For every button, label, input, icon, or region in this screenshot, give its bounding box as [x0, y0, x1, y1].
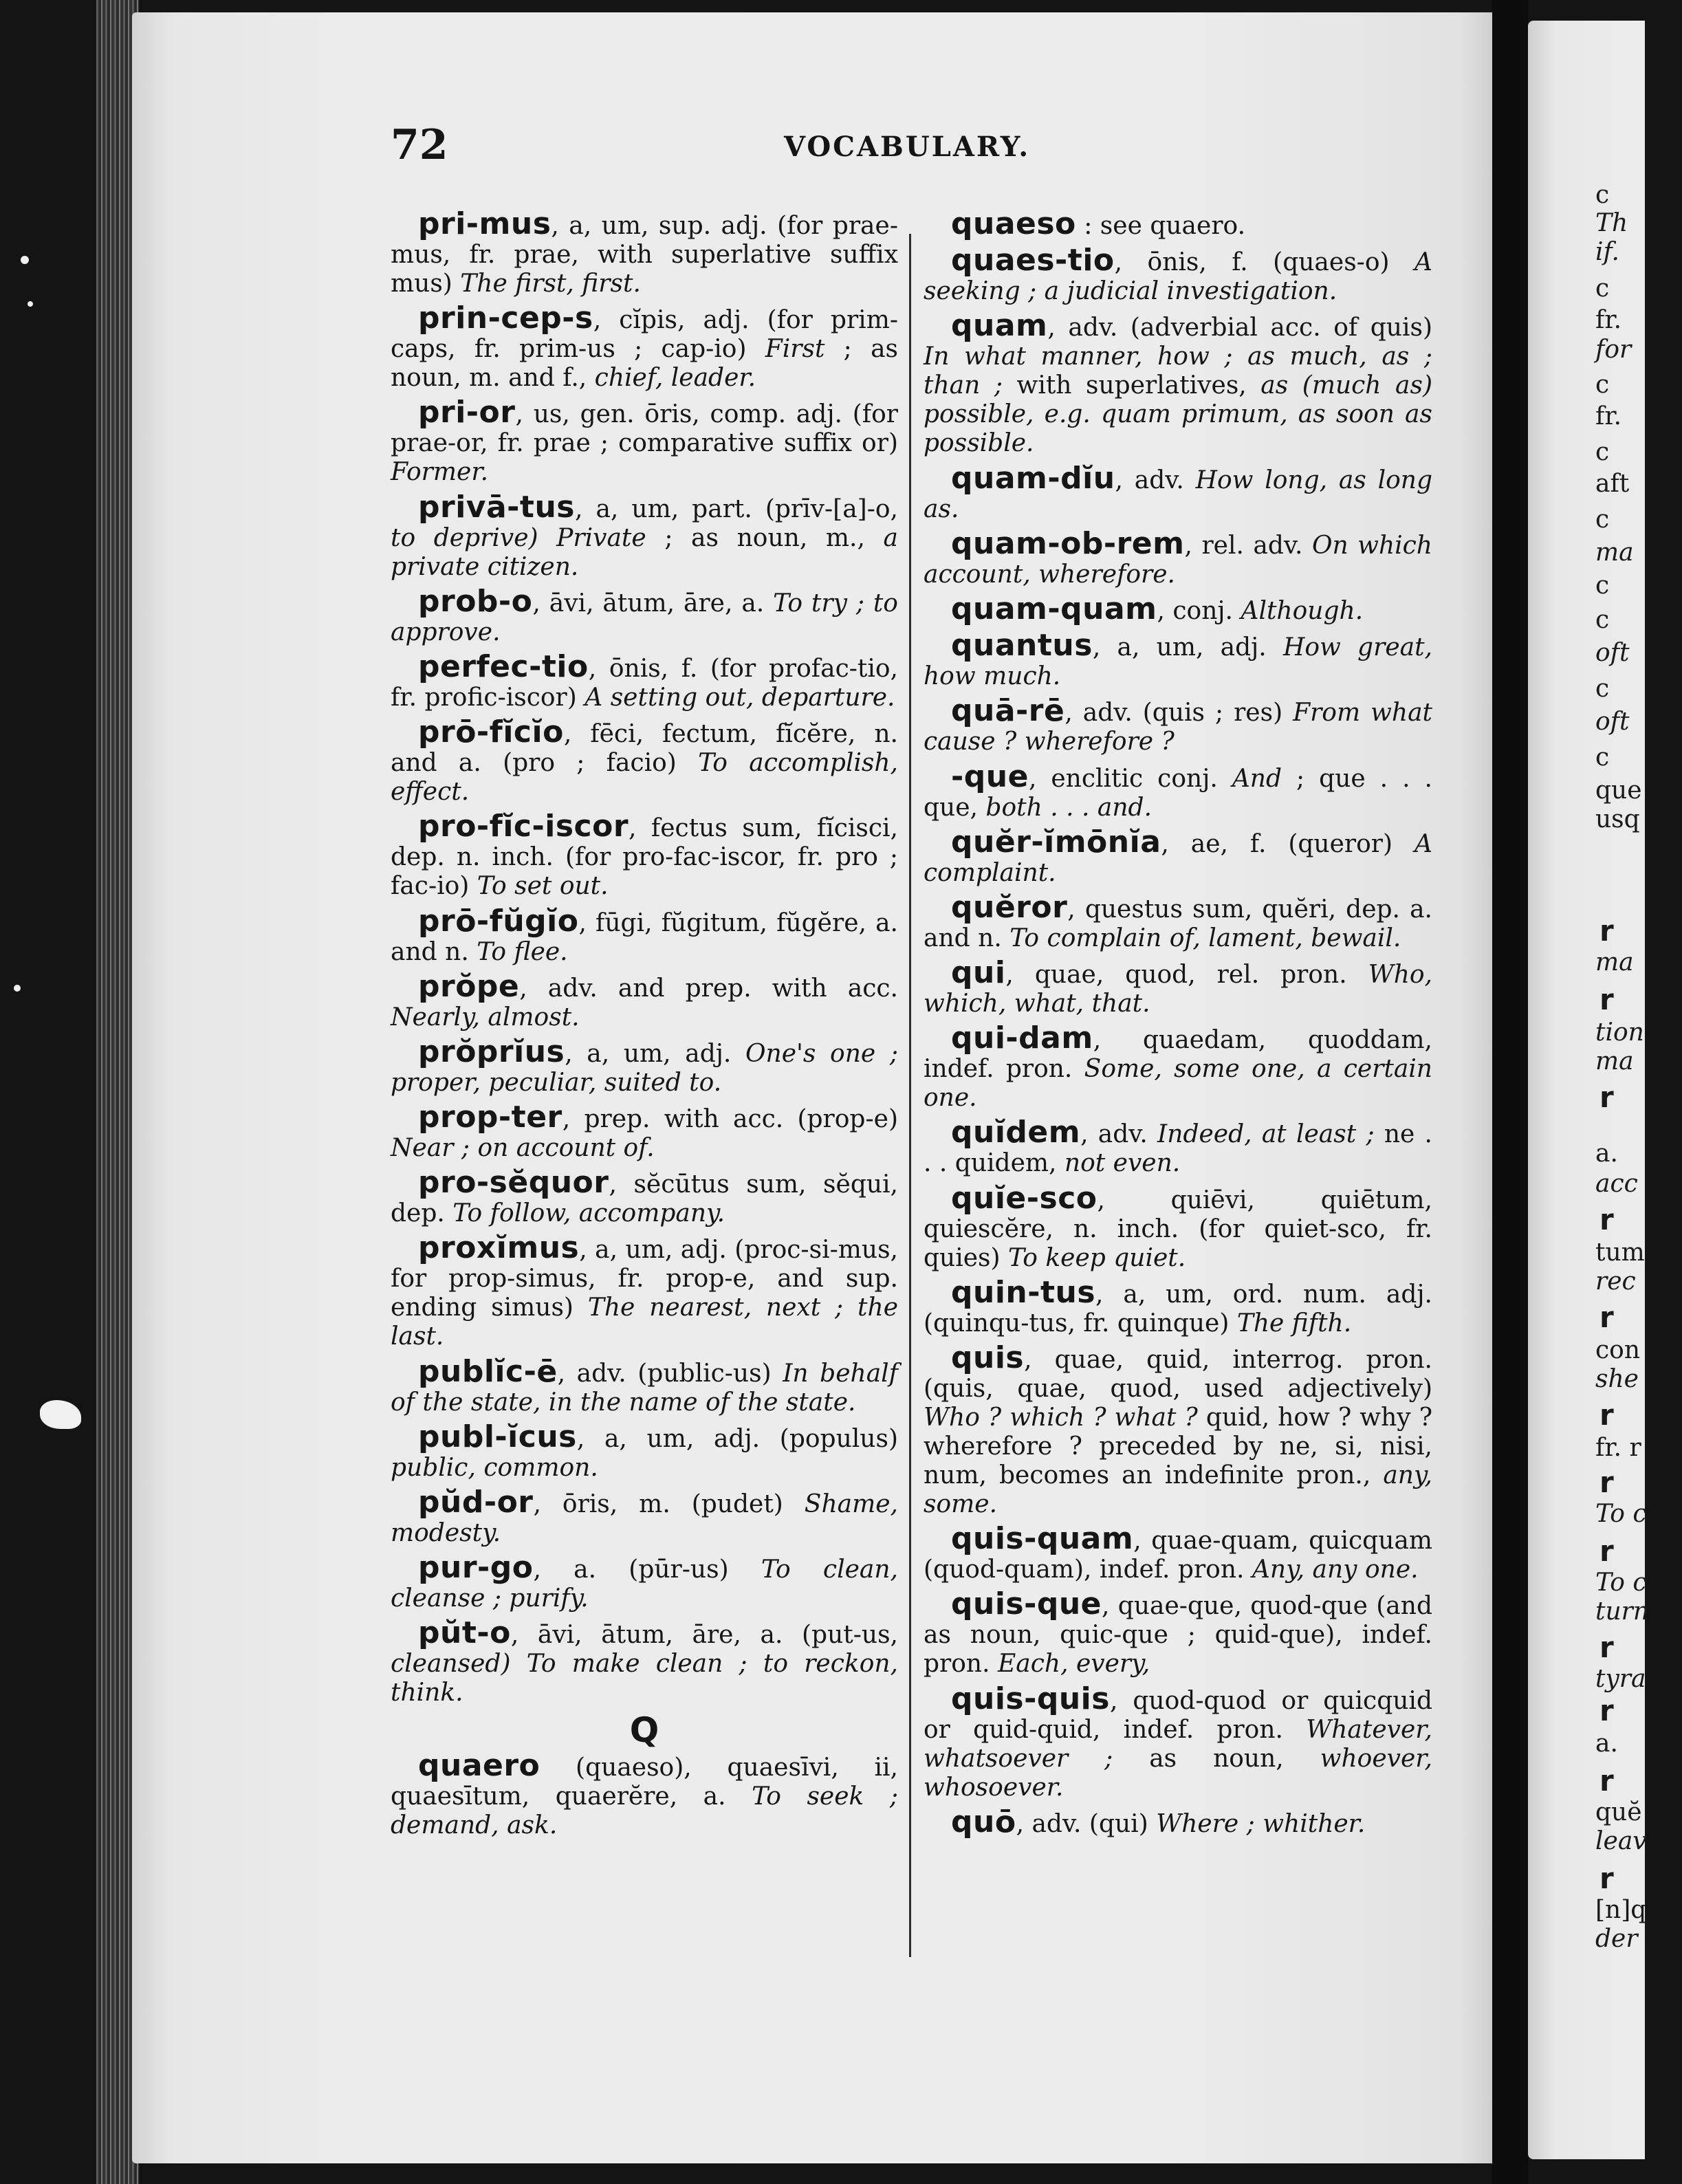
vocab-entry [391, 1034, 898, 1098]
vocab-entry [924, 824, 1432, 888]
definition: whoever, whosoever. [924, 1744, 1432, 1802]
vocab-entry [924, 1804, 1432, 1839]
grammar-text: , adv. [1115, 466, 1196, 494]
running-head: VOCABULARY. [784, 131, 1031, 163]
definition: not even. [1064, 1149, 1181, 1178]
adjacent-page-text: she [1595, 1365, 1639, 1393]
headword: pri-mus [418, 206, 551, 241]
headword: publĭc-ē [418, 1353, 558, 1389]
headword: prō-fŭgĭo [418, 903, 579, 939]
headword: pur-go [418, 1550, 534, 1586]
grammar-text: , ōnis, f. (quaes-o) [1114, 248, 1415, 277]
headword: pŭt-o [418, 1615, 511, 1651]
definition: On which account, wherefore. [924, 531, 1432, 589]
grammar-text: ; as noun, m. and f., [391, 335, 899, 393]
vocab-entry [391, 1748, 898, 1840]
paper-speck [21, 256, 29, 264]
headword: quam-dĭu [951, 460, 1115, 496]
grammar-text: : see quaero. [1075, 212, 1246, 240]
grammar-text: , ōris, m. (pudet) [533, 1490, 805, 1518]
definition: Some, some one, a certain one. [924, 1055, 1432, 1113]
definition: A complaint. [924, 829, 1432, 887]
vocab-entry [924, 1340, 1433, 1519]
headword: -que [951, 758, 1029, 794]
definition: To clean, cleanse ; purify. [391, 1555, 898, 1613]
vocab-entry [924, 1115, 1432, 1178]
headword: pro-sĕquor [418, 1165, 609, 1201]
headword: pro-fĭc-iscor [418, 809, 629, 844]
headword: quĕror [951, 889, 1068, 925]
definition: To complain of, lament, bewail. [1009, 924, 1401, 952]
grammar-text: quid, how ? why ? wherefore ? preceded by ne, si, nisi, num, becomes an indefinite pron., [924, 1404, 1433, 1489]
adjacent-page-text: r [1599, 1465, 1614, 1499]
grammar-text: , quae, quid, interrog. pron. (quis, quae, quod, used adjectively) [924, 1346, 1432, 1403]
vocab-entry [924, 1180, 1432, 1273]
vocab-entry [924, 591, 1432, 626]
adjacent-page-text: quĕ [1595, 1798, 1642, 1826]
definition: to deprive) Private [391, 523, 646, 552]
adjacent-page-text: [n]q [1595, 1896, 1647, 1924]
grammar-text: ne . . . quidem, [924, 1120, 1432, 1178]
grammar-text: ; as noun, m., [646, 523, 884, 552]
adjacent-page-text: tion [1595, 1018, 1644, 1047]
adjacent-page-text: tyra [1595, 1665, 1646, 1693]
headword: quam-quam [951, 591, 1157, 626]
headword: quis-quam [951, 1521, 1134, 1557]
grammar-text: , quae-quam, quicquam (quod-quam), indef. pron. [924, 1527, 1432, 1584]
headword: quis-que [951, 1586, 1102, 1622]
grammar-text: , a, um, adj. (proc-si-mus, for prop-simus, fr. prop-e, and sup. ending simus) [391, 1236, 898, 1322]
headword: quis-quis [951, 1681, 1110, 1716]
adjacent-page-text: r [1599, 914, 1614, 948]
grammar-text: , adv. (qui) [1016, 1809, 1157, 1838]
vocab-entry [391, 1230, 898, 1351]
definition: A setting out, departure. [585, 683, 895, 712]
adjacent-page-text: a. [1595, 1139, 1618, 1168]
headword: proxĭmus [418, 1230, 580, 1266]
vocab-entry [924, 693, 1432, 756]
vocab-entry [391, 1353, 899, 1417]
adjacent-page-text: oft [1595, 708, 1630, 736]
adjacent-page-text: r [1599, 1630, 1614, 1664]
left-column [391, 206, 899, 1846]
grammar-text: , quiēvi, quiētum, quiescĕre, n. inch. (for quiet-sco, fr. quies) [924, 1186, 1432, 1272]
vocab-entry [391, 648, 898, 712]
headword: quaes-tio [951, 243, 1115, 279]
grammar-text: as noun, [1113, 1744, 1320, 1773]
adjacent-page-text: c [1595, 606, 1610, 634]
grammar-text: , āvi, ātum, āre, a. (put-us, [510, 1621, 898, 1650]
paper-speck [40, 1400, 81, 1429]
grammar-text: , a, um, adj. (populus) [576, 1424, 898, 1453]
definition: Who ? which ? what ? [924, 1404, 1198, 1432]
definition: The nearest, next ; the last. [391, 1293, 898, 1351]
adjacent-page-text: c [1595, 571, 1610, 600]
grammar-text: , us, gen. ōris, comp. adj. (for prae-or, fr. prae ; comparative suffix or) [391, 400, 898, 458]
page-number: 72 [391, 121, 448, 169]
adjacent-page-text: tum [1595, 1238, 1645, 1267]
vocab-entry [924, 460, 1432, 524]
definition: Former. [391, 458, 489, 487]
definition: Any, any one. [1252, 1555, 1419, 1584]
headword: quĭe-sco [951, 1180, 1097, 1216]
headword: pri-or [418, 395, 516, 430]
grammar-text: , fēci, fectum, fĭcĕre, n. and a. (pro ; facio) [391, 720, 898, 778]
adjacent-page-text: con [1595, 1336, 1641, 1364]
book-gutter [1492, 0, 1528, 2184]
headword: perfec-tio [418, 648, 589, 684]
adjacent-page-text: fr. [1595, 402, 1622, 430]
headword: quantus [951, 628, 1093, 664]
adjacent-page-text: que [1595, 776, 1642, 805]
grammar-text: with superlatives, [1002, 371, 1261, 400]
adjacent-page-text: c [1595, 181, 1610, 209]
grammar-text: , a. (pūr-us) [533, 1555, 761, 1584]
grammar-text: , a, um, sup. adj. (for prae-mus, fr. prae, with superlative suffix mus) [391, 212, 898, 298]
vocab-entry [924, 243, 1432, 306]
grammar-text: , quaedam, quoddam, indef. pron. [924, 1026, 1432, 1084]
definition: both . . . and. [985, 793, 1153, 822]
definition: In behalf of the state, in the name of the state. [391, 1359, 899, 1417]
grammar-text: , conj. [1157, 596, 1241, 625]
vocab-entry [391, 1485, 898, 1548]
headword: quam-ob-rem [951, 525, 1185, 561]
adjacent-page-text: a. [1595, 1729, 1618, 1758]
vocab-entry [391, 1165, 898, 1228]
adjacent-page-fragment [1528, 21, 1650, 2159]
headword: quō [951, 1804, 1016, 1839]
adjacent-page-text: for [1595, 336, 1632, 364]
grammar-text: , adv. (adverbial acc. of quis) [1047, 314, 1432, 342]
grammar-text: , sĕcūtus sum, sĕqui, dep. [391, 1170, 898, 1228]
headword: pŭd-or [418, 1485, 534, 1520]
adjacent-page-text: r [1599, 1203, 1614, 1236]
grammar-text: , quod-quod or quicquid or quid-quid, indef. pron. [924, 1686, 1432, 1744]
grammar-text: , fūgi, fŭgitum, fŭgĕre, a. and n. [391, 908, 898, 966]
vocab-entry [924, 525, 1432, 589]
definition: Indeed, at least ; [1157, 1120, 1375, 1149]
vocab-entry [391, 968, 898, 1032]
column-rule [909, 234, 911, 1957]
vocab-entry [391, 1550, 898, 1613]
paper-speck [28, 301, 33, 307]
adjacent-page-text: c [1595, 743, 1610, 772]
adjacent-page-text: ma [1595, 538, 1634, 567]
grammar-text: , cĭpis, adj. (for prim-caps, fr. prim-us ; cap-io) [391, 306, 898, 364]
adjacent-page-text: c [1595, 675, 1610, 703]
definition: Shame, modesty. [391, 1490, 898, 1547]
adjacent-page-text: leav [1595, 1827, 1647, 1855]
adjacent-page-text: r [1599, 1300, 1614, 1334]
adjacent-page-text: c [1595, 274, 1610, 303]
headword: prŏpe [418, 968, 520, 1004]
adjacent-page-text: c [1595, 438, 1610, 466]
adjacent-page-text: r [1599, 1694, 1614, 1727]
vocab-entry [924, 1681, 1432, 1802]
headword: quĕr-ĭmōnĭa [951, 824, 1161, 860]
definition: To follow, accompany. [452, 1199, 725, 1228]
adjacent-page-text: ma [1595, 1047, 1634, 1075]
grammar-text: , questus sum, quĕri, dep. a. and n. [924, 895, 1432, 952]
definition: public, common. [391, 1453, 598, 1482]
adjacent-page-text: der [1595, 1925, 1638, 1953]
definition: Who, which, what, that. [924, 961, 1432, 1018]
headword: prop-ter [418, 1100, 563, 1135]
definition: chief, leader. [594, 364, 756, 393]
definition: To keep quiet. [1008, 1243, 1186, 1272]
grammar-text: , prep. with acc. (prop-e) [562, 1105, 898, 1134]
grammar-text: , a, um, adj. [565, 1039, 746, 1068]
grammar-text: , quae-que, quod-que (and as noun, quic-que ; quid-que), indef. pron. [924, 1592, 1432, 1679]
vocab-entry [924, 308, 1433, 458]
headword: quin-tus [951, 1274, 1096, 1310]
definition: any, some. [924, 1461, 1432, 1518]
vocab-entry [391, 1419, 898, 1483]
vocab-entry [391, 1615, 898, 1707]
definition: cleansed) To make clean ; to reckon, think. [391, 1650, 898, 1707]
adjacent-page-text: c [1595, 505, 1610, 534]
grammar-text: , ōnis, f. (for profac-tio, fr. profic-iscor) [391, 654, 898, 712]
vocab-entry [391, 714, 898, 807]
definition: To flee. [477, 937, 568, 966]
vocab-entry [391, 903, 898, 967]
right-column [924, 206, 1433, 1844]
definition: Nearly, almost. [391, 1003, 580, 1031]
definition: To try ; to approve. [391, 589, 898, 646]
headword: prob-o [418, 583, 533, 619]
grammar-text: , enclitic conj. [1028, 764, 1232, 793]
adjacent-page-text: r [1599, 1534, 1614, 1568]
headword: prin-cep-s [418, 301, 593, 336]
adjacent-page-text: Th [1595, 209, 1628, 237]
adjacent-page-text: r [1599, 983, 1614, 1016]
adjacent-page-text: To c [1595, 1569, 1647, 1597]
adjacent-page-text: fr. [1595, 306, 1622, 334]
adjacent-page-text: if. [1595, 238, 1619, 266]
adjacent-page-text: turn [1595, 1597, 1650, 1626]
definition: To set out. [477, 872, 609, 901]
grammar-text: , rel. adv. [1184, 531, 1312, 560]
vocab-entry [391, 489, 899, 582]
grammar-text: , āvi, ātum, āre, a. [532, 589, 774, 618]
adjacent-page-text: rec [1595, 1267, 1636, 1296]
adjacent-page-text: r [1599, 1861, 1614, 1895]
definition: Whatever, whatsoever ; [924, 1715, 1432, 1773]
headword: quaero [418, 1748, 540, 1784]
paper-speck [14, 985, 21, 992]
definition: Near ; on account of. [391, 1134, 655, 1163]
definition: Each, every, [998, 1650, 1150, 1679]
grammar-text: , a, um, adj. [1092, 633, 1283, 662]
grammar-text: (quaeso), quaesīvi, ii, quaesītum, quaerĕre, a. [391, 1754, 898, 1811]
adjacent-page-text: c [1595, 371, 1610, 399]
headword: quis [951, 1340, 1025, 1375]
adjacent-page-text: fr. r [1595, 1434, 1641, 1462]
vocab-entry [391, 583, 898, 647]
definition: Where ; whither. [1156, 1809, 1366, 1838]
definition: as (much as) possible, e.g. quam primum, as soon as possible. [924, 371, 1433, 458]
grammar-text: , a, um, ord. num. adj. (quinqu-tus, fr. quinque) [924, 1280, 1432, 1337]
adjacent-page-text: r [1599, 1398, 1614, 1432]
headword: qui-dam [951, 1020, 1093, 1056]
grammar-text: , a, um, part. (prīv-[a]-o, [574, 494, 898, 523]
adjacent-page-text: oft [1595, 639, 1630, 667]
definition: Although. [1241, 596, 1364, 625]
grammar-text: ; que . . . que, [924, 764, 1432, 822]
grammar-text: , fectus sum, fĭcisci, dep. n. inch. (for pro-fac-iscor, fr. pro ; fac-io) [391, 814, 898, 901]
headword: qui [951, 955, 1006, 991]
adjacent-page-text: aft [1595, 470, 1630, 498]
definition: From what cause ? wherefore ? [924, 699, 1432, 756]
grammar-text: , adv. [1080, 1120, 1158, 1149]
grammar-text: , adv. (public-us) [557, 1359, 783, 1388]
adjacent-page-text: usq [1595, 805, 1640, 833]
adjacent-page-text: acc [1595, 1170, 1638, 1198]
vocab-entry [391, 1100, 898, 1163]
definition: In what manner, how ; as much, as ; than ; [924, 342, 1432, 400]
vocab-entry [391, 395, 898, 487]
grammar-text: , adv. (quis ; res) [1064, 699, 1293, 728]
section-letter: Q [629, 1710, 659, 1751]
vocab-entry [924, 1020, 1432, 1113]
vocab-entry [924, 628, 1432, 691]
headword: quam [951, 308, 1048, 344]
adjacent-page-text: r [1599, 1080, 1614, 1114]
vocab-entry [924, 206, 1432, 241]
definition: To accomplish, effect. [391, 749, 898, 807]
adjacent-page-text: ma [1595, 948, 1634, 976]
grammar-text: , quae, quod, rel. pron. [1005, 961, 1368, 990]
vocab-entry [924, 955, 1432, 1018]
grammar-text: , adv. and prep. with acc. [519, 974, 898, 1003]
definition: a private citizen. [391, 523, 899, 581]
headword: quaeso [951, 206, 1076, 241]
vocab-entry [924, 758, 1432, 822]
definition: How great, how much. [924, 633, 1432, 691]
adjacent-page-text: To c [1595, 1500, 1647, 1528]
definition: To seek ; demand, ask. [391, 1782, 898, 1840]
headword: publ-ĭcus [418, 1419, 577, 1454]
definition: And [1232, 764, 1282, 793]
definition: A seeking ; a judicial investigation. [924, 248, 1432, 306]
definition: One's one ; proper, peculiar, suited to. [391, 1039, 898, 1097]
headword: prŏprĭus [418, 1034, 565, 1069]
headword: prō-fĭcĭo [418, 714, 564, 750]
vocab-entry [924, 889, 1432, 953]
definition: How long, as long as. [924, 466, 1432, 523]
headword: quā-rē [951, 693, 1065, 729]
adjacent-page-text: r [1599, 1764, 1614, 1798]
grammar-text: , ae, f. (queror) [1161, 829, 1415, 858]
headword: quĭdem [951, 1115, 1081, 1150]
vocab-entry [391, 301, 899, 393]
vocab-entry [391, 809, 898, 901]
vocab-entry [391, 206, 898, 298]
vocab-entry [924, 1521, 1432, 1584]
vocab-entry [924, 1586, 1432, 1679]
definition: The first, first. [460, 270, 641, 298]
vocab-entry [924, 1274, 1432, 1338]
definition: The fifth. [1236, 1309, 1352, 1337]
headword: privā-tus [418, 489, 575, 525]
definition: First [765, 335, 825, 364]
